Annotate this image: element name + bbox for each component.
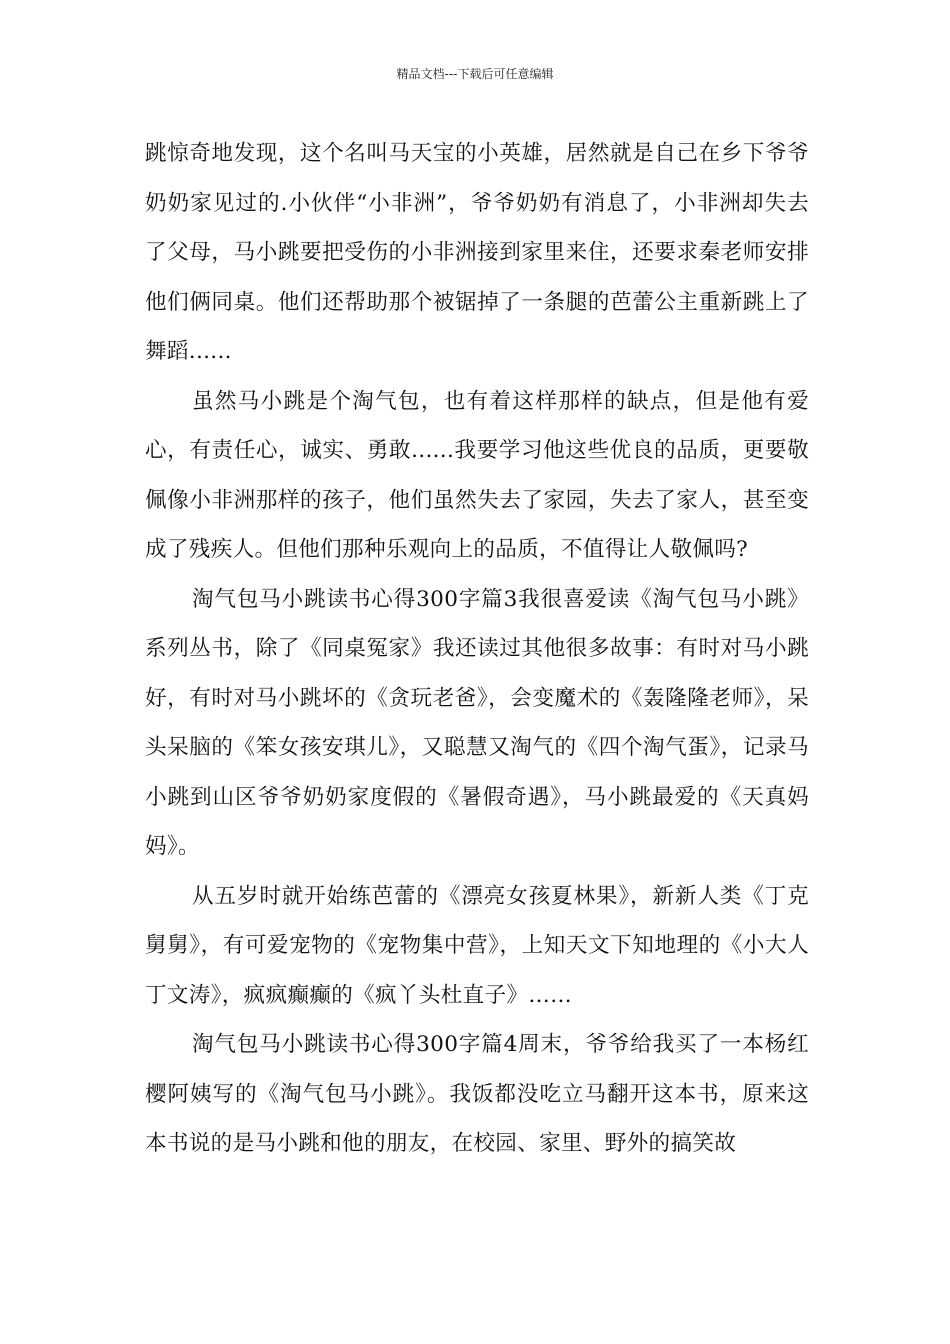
paragraph: 淘气包马小跳读书心得300字篇4周末，爷爷给我买了一本杨红樱阿姨写的《淘气包马小跳》。我饭都没吃立马翻开这本书，原来这本书说的是马小跳和他的朋友，在校园、家里、野外的搞笑故 [145, 1032, 809, 1156]
page-header: 精品文档---下载后可任意编辑 [396, 67, 554, 81]
document-body [145, 129, 809, 1169]
paragraph: 从五岁时就开始练芭蕾的《漂亮女孩夏林果》，新新人类《丁克舅舅》，有可爱宠物的《宠物集中营》，上知天文下知地理的《小大人丁文涛》，疯疯癫癫的《疯丫头杜直子》…… [145, 883, 809, 1008]
paragraph-continuation: 跳惊奇地发现，这个名叫马天宝的小英雄，居然就是自己在乡下爷爷奶奶家见过的.小伙伴“小非洲”，爷爷奶奶有消息了，小非洲却失去了父母，马小跳要把受伤的小非洲接到家里来住，还要求秦老师安排他们俩同桌。他们还帮助那个被锯掉了一条腿的芭蕾公主重新跳上了舞蹈...... [145, 141, 809, 364]
paragraph: 虽然马小跳是个淘气包，也有着这样那样的缺点，但是他有爱心，有责任心，诚实、勇敢......我要学习他这些优良的品质，更要敬佩像小非洲那样的孩子，他们虽然失去了家园，失去了家人，甚至变成了残疾人。但他们那种乐观向上的品质，不值得让人敬佩吗? [145, 388, 809, 562]
paragraph: 淘气包马小跳读书心得300字篇3我很喜爱读《淘气包马小跳》系列丛书，除了《同桌冤家》我还读过其他很多故事：有时对马小跳好，有时对马小跳坏的《贪玩老爸》，会变魔术的《轰隆隆老师》，呆头呆脑的《笨女孩安琪儿》，又聪慧又淘气的《四个淘气蛋》，记录马小跳到山区爷爷奶奶家度假的《暑假奇遇》，马小跳最爱的《天真妈妈》。 [145, 586, 809, 859]
